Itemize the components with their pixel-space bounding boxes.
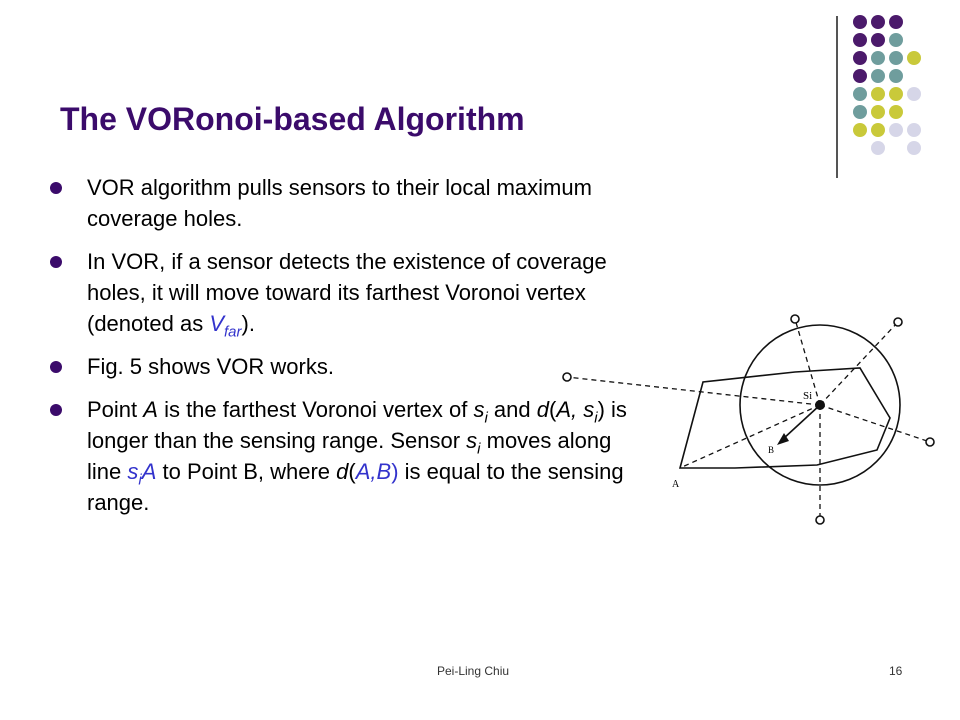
sensor-si [815, 400, 825, 410]
footer-author: Pei-Ling Chiu [437, 664, 510, 678]
neighbor-line [680, 405, 820, 468]
bullet-dot [50, 404, 62, 416]
neighbor-sensor [791, 315, 799, 323]
decorative-dot [853, 87, 867, 101]
decorative-dot [871, 141, 885, 155]
decorative-dot [871, 15, 885, 29]
decorative-dot [871, 51, 885, 65]
neighbor-line [567, 377, 820, 405]
decorative-dot [853, 69, 867, 83]
bullet-item-4: Point A is the farthest Voronoi vertex of $s_i$ and d(A, $s_i$) is longer than the sensing range. Sensor $s_i$ moves along line $s_iA$ to Point B, where d(A,B) is equal to the sensing range. [50, 394, 650, 518]
label-si: Si [803, 390, 813, 402]
decorative-dot [871, 33, 885, 47]
neighbor-sensors [563, 315, 934, 524]
bullet-item-2: In VOR, if a sensor detects the existence of coverage holes, it will move toward its farthest Voronoi vertex (denoted as $V_{far}$). [50, 246, 650, 339]
decorative-dot [853, 33, 867, 47]
decorative-dot [871, 69, 885, 83]
decorative-dot [853, 123, 867, 137]
neighbor-sensor [894, 318, 902, 326]
bullet-dot [50, 361, 62, 373]
decorative-dot [907, 87, 921, 101]
label-b: B [768, 445, 775, 455]
decorative-dot [853, 51, 867, 65]
move-arrow [783, 405, 820, 439]
decorative-dot [871, 123, 885, 137]
decorative-dot [889, 123, 903, 137]
decorative-dot [853, 15, 867, 29]
decorative-dot [889, 105, 903, 119]
neighbor-sensor [926, 438, 934, 446]
decorative-dot [853, 105, 867, 119]
page-number: 16 [889, 664, 903, 678]
neighbor-sensor [563, 373, 571, 381]
bullet-dot [50, 256, 62, 268]
bullet-item-1: VOR algorithm pulls sensors to their local maximum coverage holes. [50, 172, 650, 234]
bullet-dot [50, 182, 62, 194]
neighbor-sensor [816, 516, 824, 524]
decorative-vertical-line [836, 16, 838, 178]
decorative-dot [889, 33, 903, 47]
vor-figure [555, 300, 955, 535]
decorative-dot [889, 69, 903, 83]
decorative-dot [889, 15, 903, 29]
neighbor-line [820, 405, 930, 442]
decorative-dot [907, 51, 921, 65]
slide-title: The VORonoi-based Algorithm [60, 101, 525, 137]
decorative-dot [889, 87, 903, 101]
decorative-dot [907, 123, 921, 137]
decorative-dot [871, 87, 885, 101]
label-a: A [672, 479, 680, 490]
bullet-item-3: Fig. 5 shows VOR works. [50, 351, 650, 382]
decorative-dot [889, 51, 903, 65]
decorative-dot-grid [836, 10, 956, 160]
decorative-dot [871, 105, 885, 119]
decorative-dot [907, 141, 921, 155]
